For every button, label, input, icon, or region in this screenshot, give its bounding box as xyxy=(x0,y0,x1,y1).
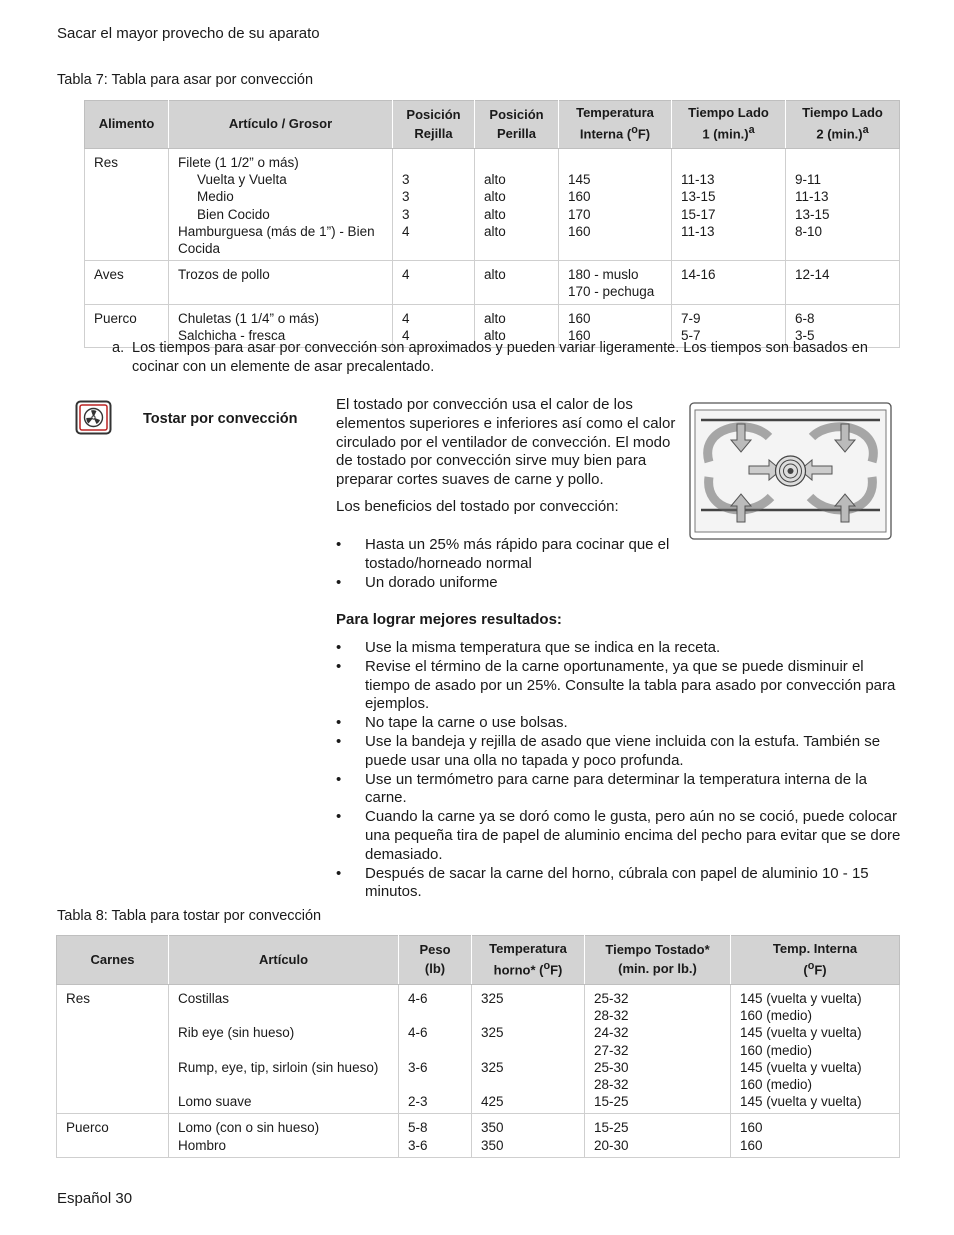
cell-side2: 9-11 11-13 13-15 8-10 xyxy=(786,149,900,261)
cell-weight: 5-8 3-6 xyxy=(399,1114,472,1157)
page-footer: Español 30 xyxy=(57,1190,133,1207)
list-item: • Un dorado uniforme xyxy=(336,573,498,591)
table7-footnote xyxy=(112,339,882,377)
cell-rack: 4 4 xyxy=(393,304,475,347)
table7-caption: Tabla 7: Tabla para asar por convección xyxy=(57,72,314,88)
cell-articles: Trozos de pollo xyxy=(169,261,393,304)
th-tiempo-lado1: Tiempo Lado 1 $(\min.)^a$ xyxy=(672,101,786,149)
th-tiempo-lado2: Tiempo Lado 2 $(\min.)^a$ xyxy=(786,101,900,149)
table-row xyxy=(57,985,900,1114)
th-carnes: Carnes xyxy=(57,936,169,985)
page-header: Sacar el mayor provecho de su aparato xyxy=(57,25,320,42)
cell-knob: alto alto alto alto xyxy=(475,149,559,261)
list-item: • Use la misma temperatura que se indica en la receta. xyxy=(336,639,721,656)
list-item: • No tape la carne o use bolsas. xyxy=(336,714,568,732)
th-alimento: Alimento xyxy=(85,101,169,149)
cell-temp: 180 - muslo 170 - pechuga xyxy=(559,261,672,304)
th-articulo: Artículo / Grosor xyxy=(169,101,393,149)
th-articulo: Artículo xyxy=(169,936,399,985)
list-item: • Después de sacar la carne del horno, cúbrala con papel de aluminio 10 - 15 minutos. xyxy=(336,864,869,901)
footnote-label: a. xyxy=(112,340,125,356)
cell-meat: Res xyxy=(57,985,169,1114)
cell-knob: alto xyxy=(475,261,559,304)
th-peso: Peso (lb) xyxy=(399,936,472,985)
convection-fan-icon xyxy=(75,400,112,435)
cell-oven-temp: 325 325 325 425 xyxy=(472,985,585,1114)
list-item: • Use la bandeja y rejilla de asado que viene incluida con la estufa. También se puede usar una olla no tapada y poco profunda. xyxy=(336,732,881,769)
cell-temp: 160 160 xyxy=(559,304,672,347)
th-tiempo-tostado: Tiempo Tostado* (min. por lb.) xyxy=(585,936,731,985)
oven-convection-illustration xyxy=(689,402,892,540)
table8-caption: Tabla 8: Tabla para tostar por convección xyxy=(57,908,322,924)
list-item: • Hasta un 25% más rápido para cocinar que el tostado/horneado normal xyxy=(336,536,670,572)
cell-time: 25-32 28-32 24-32 27-32 25-30 28-32 15-25 xyxy=(585,985,731,1114)
list-item: • Use un termómetro para carne para determinar la temperatura interna de la carne. xyxy=(336,770,867,807)
cell-food: Puerco xyxy=(85,304,169,347)
cell-articles: Lomo (con o sin hueso) Hombro xyxy=(169,1114,399,1157)
section-intro: El tostado por convección usa el calor de los elementos superiores e inferiores así como el calor circulado por el ventilador de convección. El modo de tostado por convección sirve muy bien para preparar cortes suaves de carne y pollo. xyxy=(336,396,676,489)
cell-temp: 145 160 170 160 xyxy=(559,149,672,261)
benefits-list xyxy=(336,536,671,592)
cell-side2: 6-8 3-5 xyxy=(786,304,900,347)
th-rejilla: Posición Rejilla xyxy=(393,101,475,149)
tips-title: Para lograr mejores resultados: xyxy=(336,611,562,628)
cell-food: Aves xyxy=(85,261,169,304)
cell-internal-temp: 145 (vuelta y vuelta) 160 (medio) 145 (vuelta y vuelta) 160 (medio) 145 (vuelta y vuelta) 160 (medio) 145 (vuelta y vuelta) xyxy=(731,985,900,1114)
table-row xyxy=(57,1114,900,1157)
th-temp-horno: Temperatura horno* ($^o$F) xyxy=(472,936,585,985)
footnote-text: Los tiempos para asar por convección son aproximados y pueden variar ligeramente. Los tiempos son basados en cocinar con un elemente de asar precalentado. xyxy=(132,340,868,375)
cell-articles: Costillas Rib eye (sin hueso) Rump, eye, tip, sirloin (sin hueso) Lomo suave xyxy=(169,985,399,1114)
cell-weight: 4-6 4-6 3-6 2-3 xyxy=(399,985,472,1114)
cell-side1: 7-9 5-7 xyxy=(672,304,786,347)
th-temperatura: Temperatura Interna ($^o$F) xyxy=(559,101,672,149)
list-item: • Revise el término de la carne oportunamente, ya que se puede disminuir el tiempo de asado por un 25%. Consulte la tabla para asado por convección para ejemplos. xyxy=(336,657,896,713)
th-perilla: Posición Perilla xyxy=(475,101,559,149)
cell-articles: Filete (1 1/2” o más) Vuelta y Vuelta Medio Bien Cocido Hamburguesa (más de 1”) - Bien Cocida xyxy=(169,149,393,261)
cell-food: Res xyxy=(85,149,169,261)
table8-roast xyxy=(56,935,900,1158)
cell-internal-temp: 160 160 xyxy=(731,1114,900,1157)
table7-grill xyxy=(84,100,900,348)
cell-articles: Chuletas (1 1/4” o más) Salchicha - fresca xyxy=(169,304,393,347)
table-row xyxy=(85,261,900,304)
tips-list xyxy=(336,639,901,902)
section-title: Tostar por convección xyxy=(143,411,298,427)
cell-oven-temp: 350 350 xyxy=(472,1114,585,1157)
cell-time: 15-25 20-30 xyxy=(585,1114,731,1157)
list-item: • Cuando la carne ya se doró como le gusta, pero aún no se coció, puede colocar una pequeña tira de papel de aluminio encima del pecho para evitar que se dore demasiado. xyxy=(336,808,901,863)
cell-meat: Puerco xyxy=(57,1114,169,1157)
cell-side1: 11-13 13-15 15-17 11-13 xyxy=(672,149,786,261)
cell-knob: alto alto xyxy=(475,304,559,347)
cell-rack: 3 3 3 4 xyxy=(393,149,475,261)
cell-rack: 4 xyxy=(393,261,475,304)
th-temp-interna: Temp. Interna ($^o$F) xyxy=(731,936,900,985)
benefits-intro: Los beneficios del tostado por convección: xyxy=(336,498,619,515)
cell-side1: 14-16 xyxy=(672,261,786,304)
table-row xyxy=(85,149,900,261)
cell-side2: 12-14 xyxy=(786,261,900,304)
